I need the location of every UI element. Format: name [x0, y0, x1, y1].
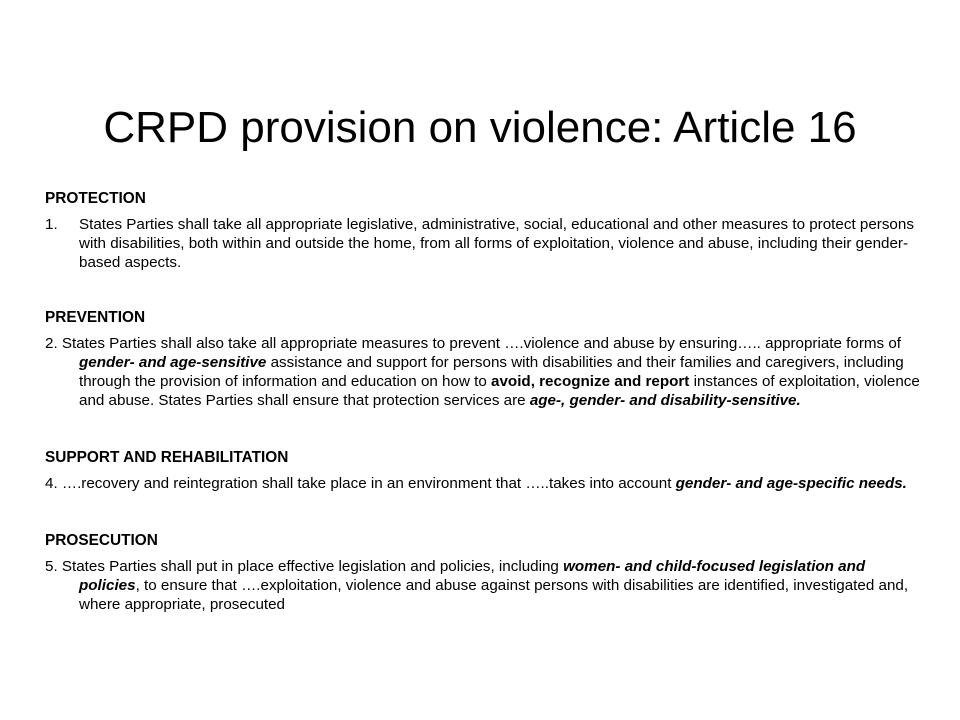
prevention-heading: PREVENTION	[45, 309, 146, 326]
prevention-text-3: instances of exploitation, violence and abuse. States Parties shall ensure that protection services are	[79, 373, 920, 409]
spacer	[45, 290, 930, 308]
prevention-emphasis-1: gender- and age-sensitive	[79, 354, 267, 371]
prosecution-text-1: 5. States Parties shall put in place effective legislation and policies, including	[45, 558, 564, 575]
prosecution-emphasis-1: women- and child-focused legislation and policies	[79, 558, 866, 594]
protection-paragraph	[45, 215, 930, 272]
prosecution-heading: PROSECUTION	[45, 532, 158, 549]
support-heading: SUPPORT AND REHABILITATION	[45, 449, 289, 466]
prevention-emphasis-3: age-, gender- and disability-sensitive.	[529, 392, 801, 409]
spacer	[45, 512, 930, 531]
prevention-emphasis-2: avoid, recognize and report	[491, 373, 690, 390]
slide-title: CRPD provision on violence: Article 16	[103, 103, 857, 152]
prosecution-text-2: , to ensure that ….exploitation, violence and abuse against persons with disabilities are identified, investigated and, where appropriate, prosecuted	[79, 577, 909, 613]
spacer	[45, 550, 930, 557]
spacer	[45, 429, 930, 448]
support-paragraph	[45, 474, 930, 493]
spacer	[45, 410, 930, 429]
spacer	[45, 272, 930, 290]
protection-text: States Parties shall take all appropriate legislative, administrative, social, educational and other measures to protect persons with disabilities, both within and outside the home, from all forms of exploitation, violence and abuse, including their gender-based aspects.	[79, 216, 914, 271]
support-text-1: 4. ….recovery and reintegration shall take place in an environment that …..takes into account	[45, 475, 676, 492]
slide-body	[45, 189, 930, 614]
spacer	[45, 493, 930, 512]
support-emphasis-1: gender- and age-specific needs.	[675, 475, 907, 492]
prevention-text-1: 2. States Parties shall also take all appropriate measures to prevent ….violence and abuse by ensuring….. appropriate forms of	[45, 335, 902, 352]
prevention-paragraph	[45, 334, 930, 410]
prevention-text-2: assistance and support for persons with disabilities and their families and caregivers, including through the provision of information and education on how to	[79, 354, 904, 390]
spacer	[45, 327, 930, 334]
spacer	[45, 467, 930, 474]
spacer	[45, 208, 930, 215]
protection-heading: PROTECTION	[45, 190, 146, 207]
prosecution-paragraph	[45, 557, 930, 614]
protection-number: 1.	[45, 216, 58, 233]
